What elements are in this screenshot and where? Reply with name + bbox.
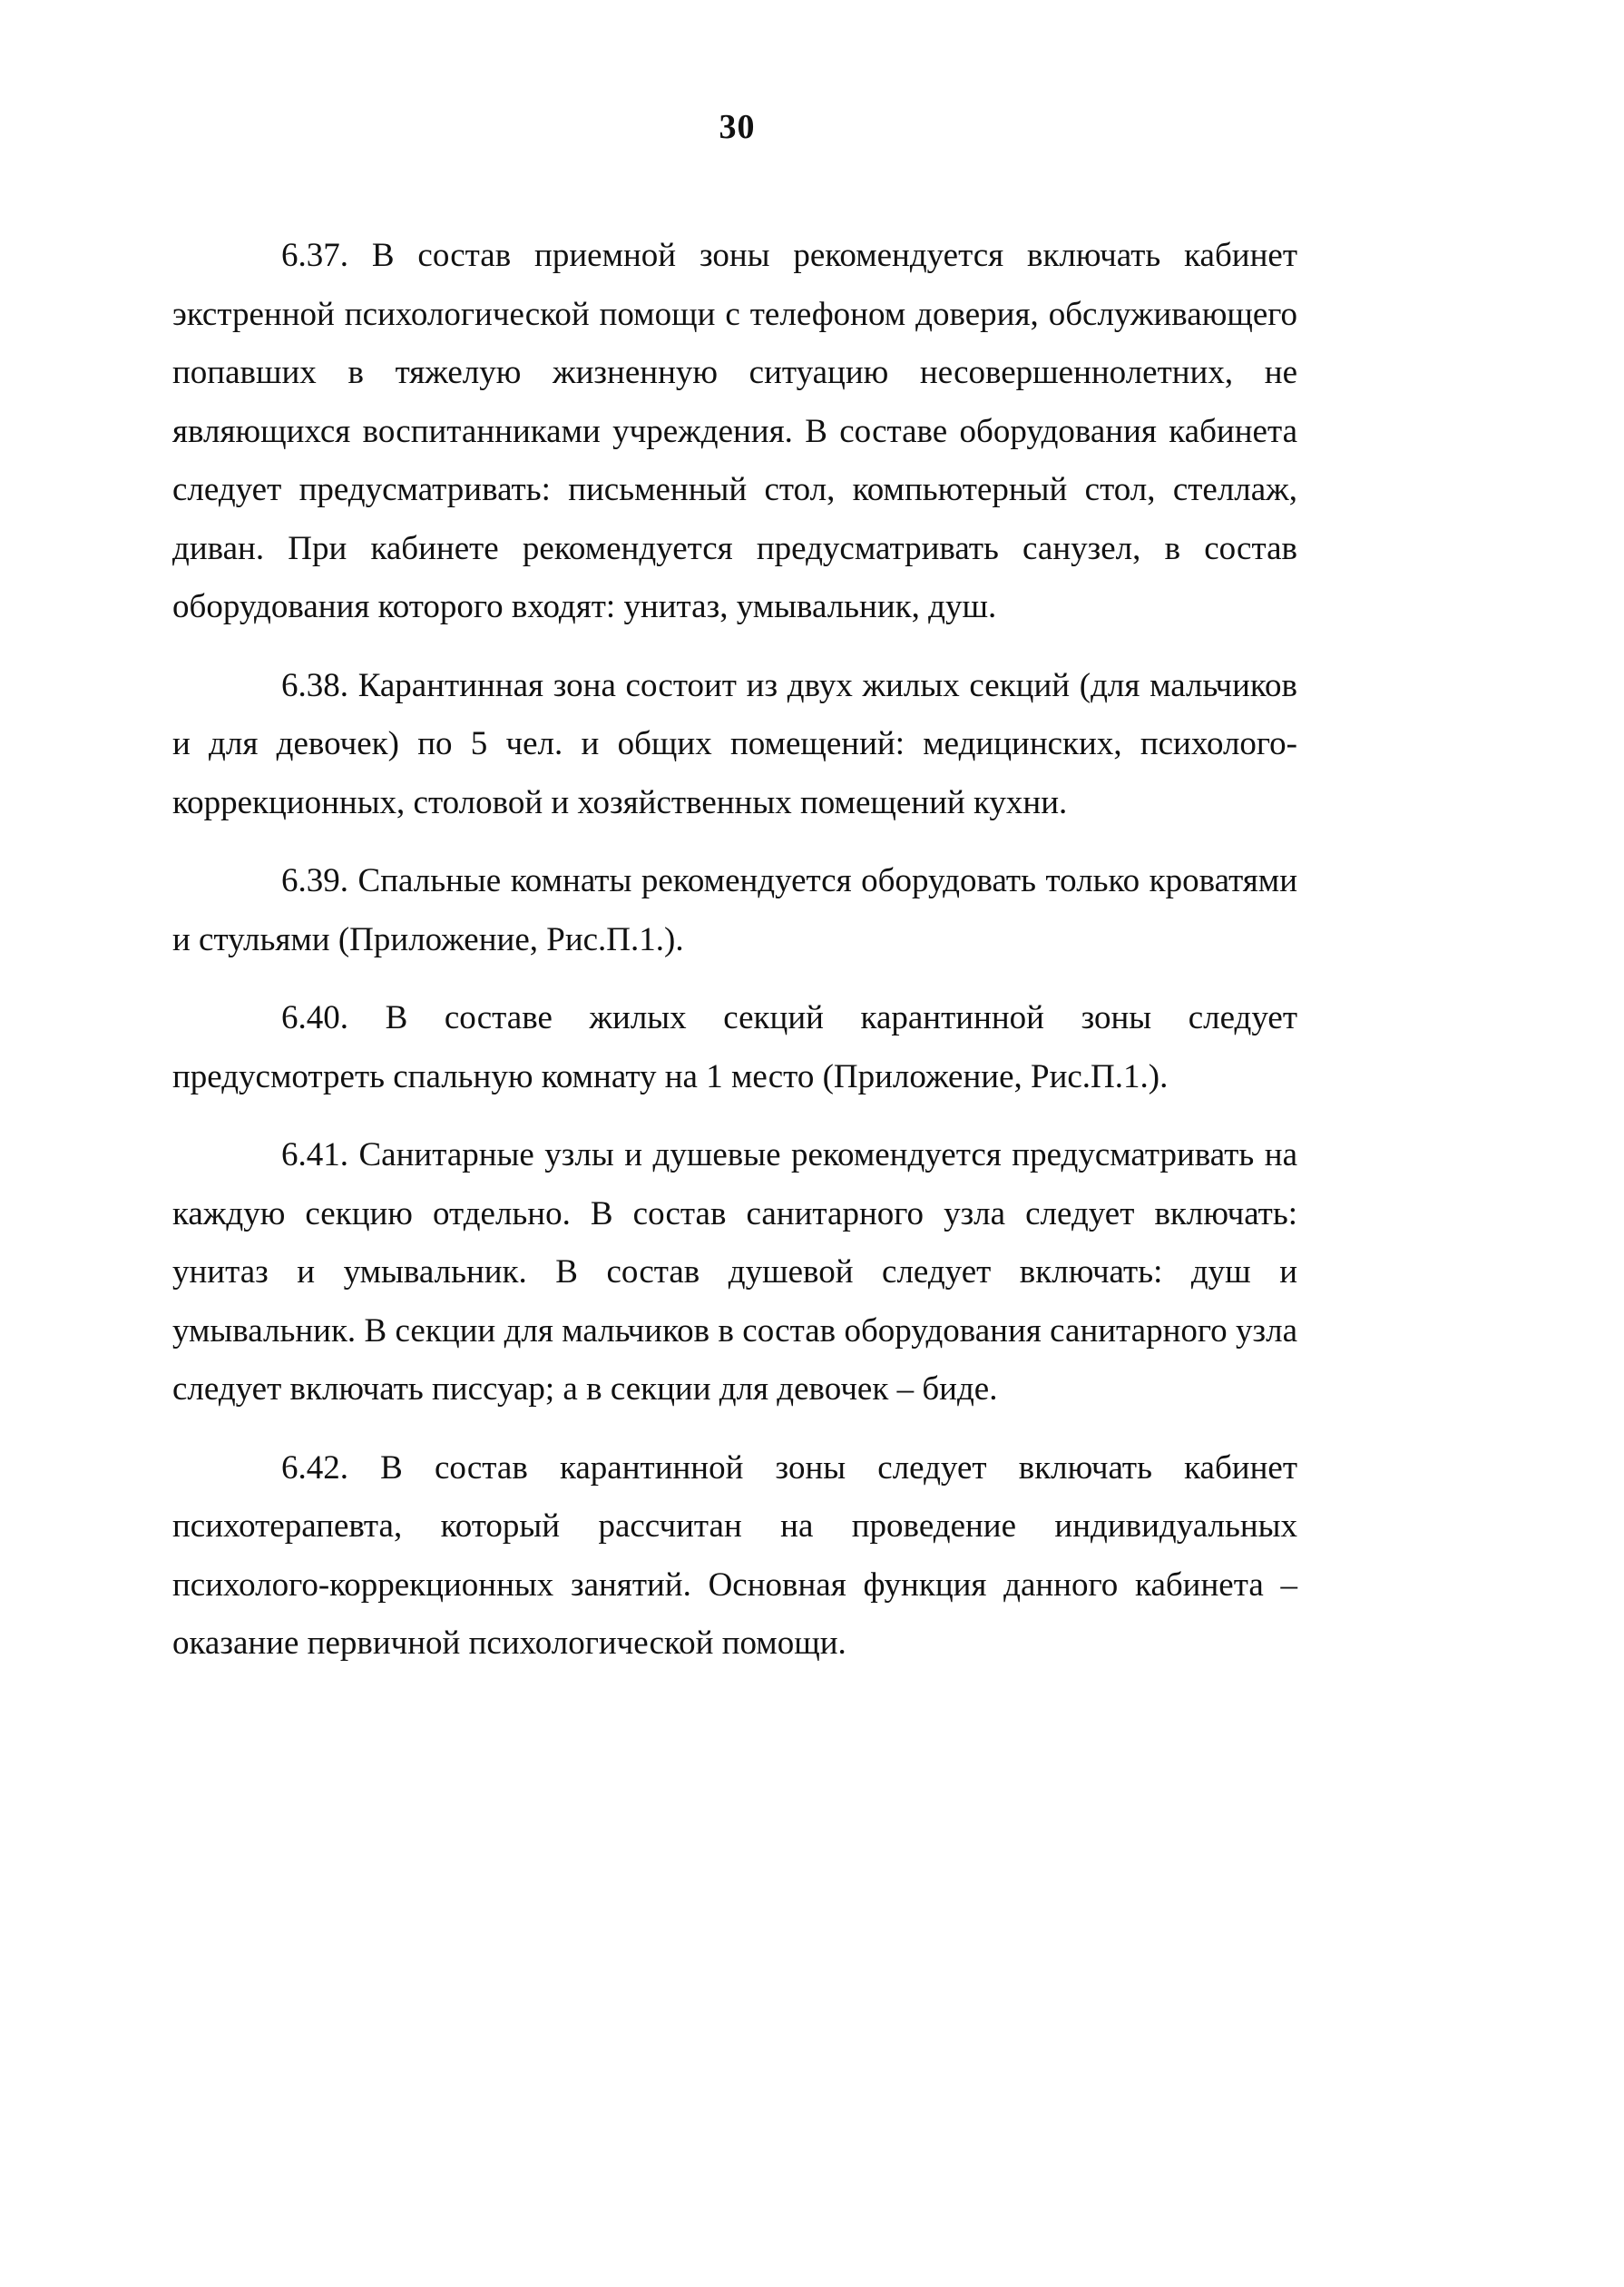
page-number: 30	[719, 108, 756, 146]
paragraph-6-37: 6.37. В состав приемной зоны рекомендуется включать кабинет экстренной психологической помощи с телефоном доверия, обслуживающего попавших в тяжелую жизненную ситуацию несовершеннолетних, не являющихся воспитанниками учреждения. В составе оборудования кабинета следует предусматривать: письменный стол, компьютерный стол, стеллаж, диван. При кабинете рекомендуется предусматривать санузел, в состав оборудования которого входят: унитаз, умывальник, душ.	[172, 237, 1297, 625]
paragraph-6-40: 6.40. В составе жилых секций карантинной зоны следует предусмотреть спальную комнату на 1 место (Приложение, Рис.П.1.).	[172, 999, 1297, 1095]
document-body	[172, 227, 1297, 1693]
paragraph-6-42: 6.42. В состав карантинной зоны следует включать кабинет психотерапевта, который рассчитан на проведение индивидуальных психолого-коррекционных занятий. Основная функция данного кабинета – оказание первичной психологической помощи.	[172, 1448, 1297, 1662]
paragraph-6-41: 6.41. Санитарные узлы и душевые рекомендуется предусматривать на каждую секцию отдельно. В состав санитарного узла следует включать: унитаз и умывальник. В состав душевой следует включать: душ и умывальник. В секции для мальчиков в состав оборудования санитарного узла следует включать писсуар; а в секции для девочек – биде.	[172, 1136, 1297, 1408]
paragraph-6-38: 6.38. Карантинная зона состоит из двух жилых секций (для мальчиков и для девочек) по 5 чел. и общих помещений: медицинских, психолого-коррекционных, столовой и хозяйственных помещений кухни.	[172, 666, 1297, 821]
paragraph-6-39: 6.39. Спальные комнаты рекомендуется оборудовать только кроватями и стульями (Приложение, Рис.П.1.).	[172, 862, 1297, 958]
